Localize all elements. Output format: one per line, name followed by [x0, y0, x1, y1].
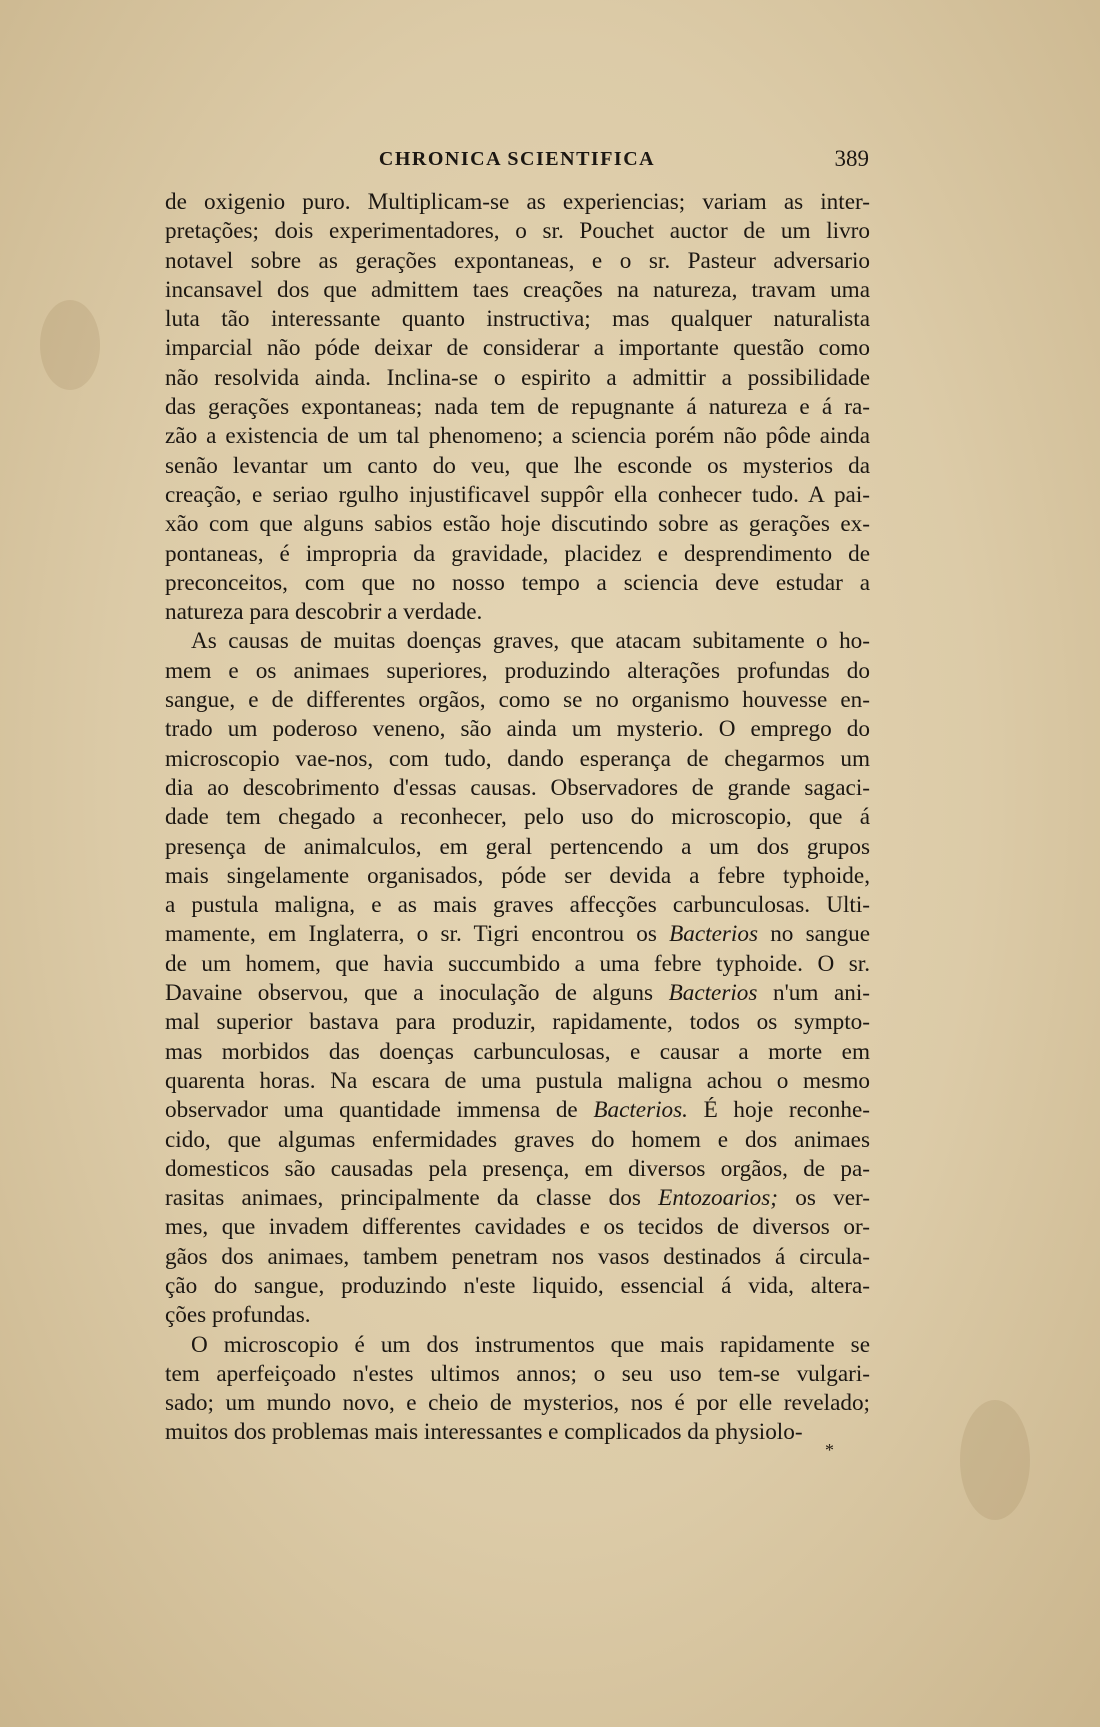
text-line: notavel sobre as gerações expontaneas, e o sr. Pasteur adversario	[165, 247, 870, 274]
paragraph	[165, 627, 870, 1330]
text-line: cido, que algumas enfermidades graves do homem e dos animaes	[165, 1126, 870, 1153]
text-line: mais singelamente organisados, póde ser devida a febre typhoide,	[165, 862, 870, 889]
page-header	[165, 146, 869, 176]
text-line: microscopio vae-nos, com tudo, dando esperança de chegarmos um	[165, 745, 870, 772]
text-line: domesticos são causadas pela presença, em diversos orgãos, de pa-	[165, 1155, 870, 1182]
text-line: presença de animalculos, em geral pertencendo a um dos grupos	[165, 833, 870, 860]
text-line: mem e os animaes superiores, produzindo alterações profundas do	[165, 657, 870, 684]
text-line: dade tem chegado a reconhecer, pelo uso do microscopio, que á	[165, 804, 870, 831]
text-line: não resolvida ainda. Inclina-se o espirito a admittir a possibilidade	[165, 364, 870, 391]
text-line: de oxigenio puro. Multiplicam-se as experiencias; variam as inter-	[165, 189, 870, 215]
text-line: muitos dos problemas mais interessantes e complicados da physiolo-	[165, 1419, 803, 1446]
paragraph	[165, 188, 870, 627]
text-line: rasitas animaes, principalmente da classe dos Entozoarios; os ver-	[165, 1185, 870, 1212]
text-line: mes, que invadem differentes cavidades e os tecidos de diversos or-	[165, 1214, 870, 1241]
text-line: mamente, em Inglaterra, o sr. Tigri encontrou os Bacterios no sangue	[165, 921, 871, 948]
text-line: zão a existencia de um tal phenomeno; a sciencia porém não pôde ainda	[165, 423, 870, 450]
body-text	[165, 188, 870, 1448]
text-line: de um homem, que havia succumbido a uma febre typhoide. O sr.	[165, 950, 870, 977]
paper-stain	[40, 300, 100, 390]
text-line: a pustula maligna, e as mais graves affecções carbunculosas. Ulti-	[165, 892, 870, 919]
paper-stain	[960, 1400, 1030, 1520]
text-line: gãos dos animaes, tambem penetram nos vasos destinados á circula-	[165, 1243, 870, 1270]
text-line: ções profundas.	[165, 1302, 311, 1329]
text-line: quarenta horas. Na escara de uma pustula maligna achou o mesmo	[165, 1067, 870, 1094]
paragraph	[165, 1331, 870, 1448]
text-line: preconceitos, com que no nosso tempo a sciencia deve estudar a	[165, 569, 870, 596]
text-line: pretações; dois experimentadores, o sr. Pouchet auctor de um livro	[165, 218, 870, 245]
text-line: trado um poderoso veneno, são ainda um mysterio. O emprego do	[165, 716, 870, 743]
text-line: tem aperfeiçoado n'estes ultimos annos; o seu uso tem-se vulgari-	[165, 1360, 870, 1387]
text-line: mas morbidos das doenças carbunculosas, e causar a morte em	[165, 1038, 870, 1065]
text-line: incansavel dos que admittem taes creações na natureza, travam uma	[165, 276, 870, 303]
text-line: dia ao descobrimento d'essas causas. Observadores de grande sagaci-	[165, 774, 870, 801]
text-line: sangue, e de differentes orgãos, como se no organismo houvesse en-	[165, 687, 870, 714]
text-line: creação, e seriao rgulho injustificavel suppôr ella conhecer tudo. A pai-	[165, 481, 870, 508]
text-line: natureza para descobrir a verdade.	[165, 599, 483, 626]
text-line: sado; um mundo novo, e cheio de mysterios, nos é por elle revelado;	[165, 1390, 870, 1417]
page-number: 389	[834, 146, 869, 171]
text-line: Davaine observou, que a inoculação de alguns Bacterios n'um ani-	[165, 980, 870, 1007]
text-line: As causas de muitas doenças graves, que atacam subitamente o ho-	[191, 628, 870, 655]
text-line: O microscopio é um dos instrumentos que mais rapidamente se	[191, 1331, 870, 1358]
text-line: mal superior bastava para produzir, rapidamente, todos os sympto-	[165, 1009, 870, 1036]
text-line: senão levantar um canto do veu, que lhe esconde os mysterios da	[165, 452, 870, 479]
text-line: luta tão interessante quanto instructiva; mas qualquer naturalista	[165, 306, 870, 333]
text-line: imparcial não póde deixar de considerar a importante questão como	[165, 335, 870, 362]
text-line: observador uma quantidade immensa de Bacterios. É hoje reconhe-	[165, 1097, 870, 1124]
text-line: das gerações expontaneas; nada tem de repugnante á natureza e á ra-	[165, 394, 870, 421]
text-line: xão com que alguns sabios estão hoje discutindo sobre as gerações ex-	[165, 511, 870, 538]
signature-mark: *	[825, 1440, 834, 1460]
running-head: CHRONICA SCIENTIFICA	[378, 148, 656, 170]
text-line: ção do sangue, produzindo n'este liquido, essencial á vida, altera-	[165, 1272, 870, 1299]
text-line: pontaneas, é impropria da gravidade, placidez e desprendimento de	[165, 540, 870, 567]
